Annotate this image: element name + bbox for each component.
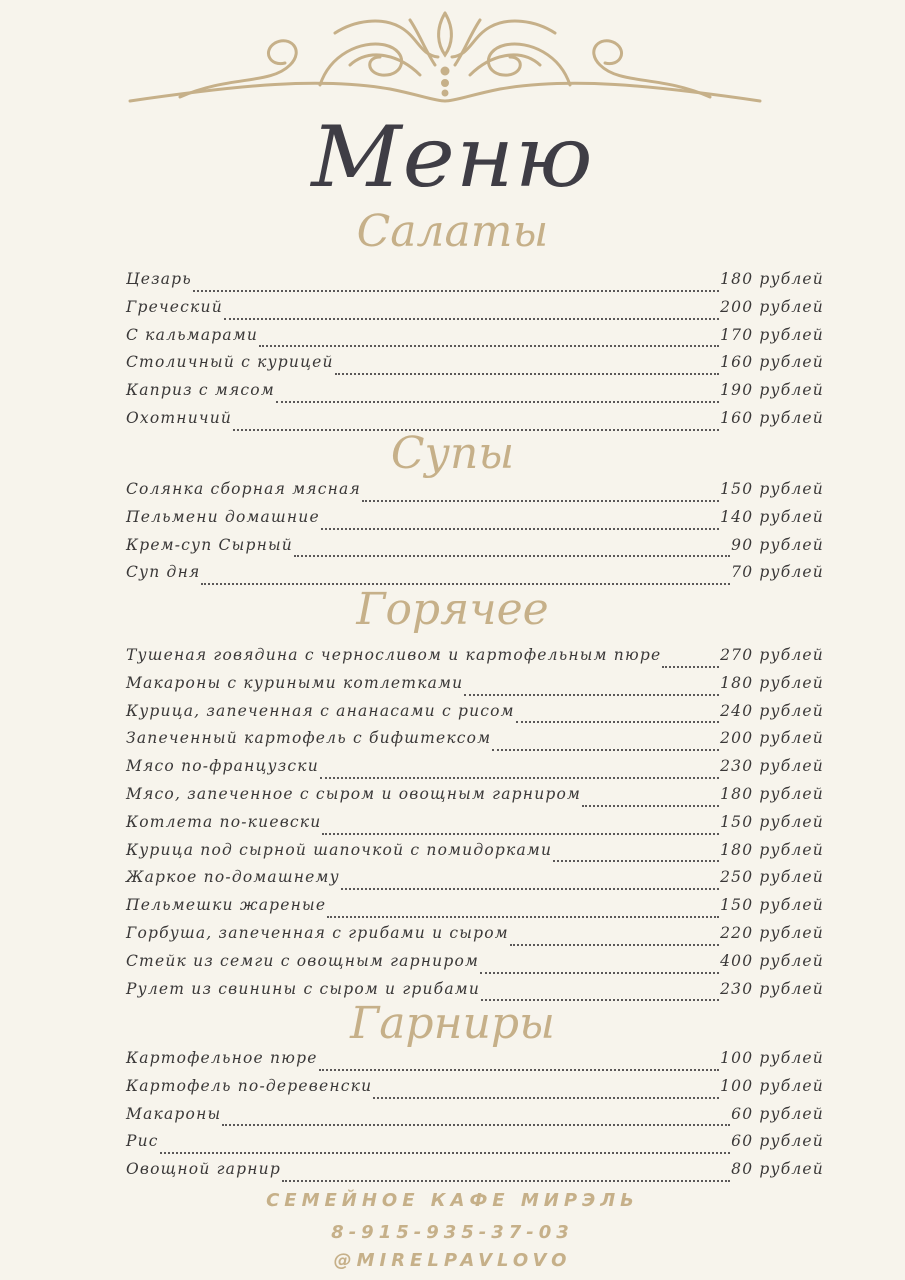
menu-item-price: 90 рублей bbox=[731, 535, 824, 554]
dot-leader bbox=[516, 721, 719, 723]
page-title: Меню bbox=[311, 108, 594, 206]
menu-item bbox=[126, 702, 824, 730]
dot-leader bbox=[224, 318, 719, 320]
menu-item-name: Тушеная говядина с черносливом и картофельным пюре bbox=[126, 646, 662, 664]
menu-item-name: Курица, запеченная с ананасами с рисом bbox=[126, 701, 515, 720]
menu-item bbox=[126, 952, 824, 980]
menu-item-name: Жаркое по-домашнему bbox=[126, 868, 340, 887]
footer-phone: 8-915-935-37-03 bbox=[331, 1222, 574, 1243]
menu-item-price: 230 рублей bbox=[720, 757, 824, 776]
menu-item-name: Греческий bbox=[126, 297, 223, 316]
menu-item-name: Горбуша, запеченная с грибами и сыром bbox=[126, 923, 509, 942]
menu-item-name: Пельмени домашние bbox=[126, 507, 320, 526]
menu-item-price: 180 рублей bbox=[720, 270, 824, 288]
dot-leader bbox=[373, 1097, 719, 1099]
menu-item-name: Рис bbox=[126, 1132, 159, 1151]
menu-item bbox=[126, 508, 824, 536]
dot-leader bbox=[662, 666, 719, 668]
menu-item-name: Мясо, запеченное с сыром и овощным гарниром bbox=[126, 784, 582, 803]
menu-item-price: 160 рублей bbox=[720, 408, 824, 427]
dot-leader bbox=[327, 916, 719, 918]
menu-item bbox=[126, 1077, 824, 1105]
menu-item-price: 80 рублей bbox=[731, 1160, 824, 1179]
dot-leader bbox=[276, 401, 719, 403]
menu-item-list bbox=[126, 270, 824, 437]
dot-leader bbox=[294, 555, 730, 557]
menu-item-name: Макароны с куриными котлетками bbox=[126, 673, 464, 692]
dot-leader bbox=[282, 1180, 730, 1182]
menu-item-name: Картофельное пюре bbox=[126, 1049, 318, 1067]
menu-item-name: Пельмешки жареные bbox=[126, 896, 327, 915]
dot-leader bbox=[510, 944, 719, 946]
menu-item-list bbox=[126, 646, 824, 1007]
menu-item bbox=[126, 381, 824, 409]
dot-leader bbox=[322, 833, 719, 835]
menu-item bbox=[126, 270, 824, 298]
dot-leader bbox=[320, 777, 719, 779]
section-title: Гарниры bbox=[350, 998, 555, 1049]
menu-item-price: 60 рублей bbox=[731, 1132, 824, 1151]
menu-item-name: Столичный с курицей bbox=[126, 353, 334, 372]
menu-item bbox=[126, 729, 824, 757]
menu-item bbox=[126, 353, 824, 381]
menu-item-name: Стейк из семги с овощным гарниром bbox=[126, 951, 480, 970]
menu-item-list bbox=[126, 480, 824, 591]
menu-item-price: 180 рублей bbox=[720, 784, 824, 803]
menu-item-name: Картофель по-деревенски bbox=[126, 1076, 373, 1095]
menu-item bbox=[126, 924, 824, 952]
dot-leader bbox=[480, 972, 719, 974]
menu-item bbox=[126, 480, 824, 508]
menu-item bbox=[126, 868, 824, 896]
menu-item bbox=[126, 813, 824, 841]
dot-leader bbox=[193, 290, 719, 292]
menu-item-price: 240 рублей bbox=[720, 701, 824, 720]
menu-item bbox=[126, 674, 824, 702]
menu-item-price: 250 рублей bbox=[720, 868, 824, 887]
menu-item-name: С кальмарами bbox=[126, 325, 259, 344]
menu-item-price: 150 рублей bbox=[720, 896, 824, 915]
menu-item-price: 180 рублей bbox=[720, 840, 824, 859]
menu-item-name: Мясо по-французски bbox=[126, 757, 319, 776]
dot-leader bbox=[321, 528, 719, 530]
menu-item-price: 150 рублей bbox=[720, 812, 824, 831]
section-title: Салаты bbox=[356, 206, 549, 257]
menu-item-price: 270 рублей bbox=[720, 646, 824, 664]
dot-leader bbox=[464, 694, 719, 696]
menu-item-price: 100 рублей bbox=[720, 1049, 824, 1067]
section-title: Супы bbox=[390, 428, 515, 479]
menu-item bbox=[126, 536, 824, 564]
menu-item-name: Котлета по-киевски bbox=[126, 812, 322, 831]
dot-leader bbox=[362, 500, 719, 502]
menu-item-name: Крем-суп Сырный bbox=[126, 535, 293, 554]
menu-item bbox=[126, 298, 824, 326]
menu-item-price: 100 рублей bbox=[720, 1076, 824, 1095]
menu-item-name: Солянка сборная мясная bbox=[126, 480, 361, 498]
menu-item bbox=[126, 841, 824, 869]
menu-item-name: Курица под сырной шапочкой с помидорками bbox=[126, 840, 553, 859]
menu-item bbox=[126, 646, 824, 674]
menu-item-price: 200 рублей bbox=[720, 729, 824, 748]
dot-leader bbox=[492, 749, 719, 751]
footer-cafe-name: СЕМЕЙНОЕ КАФЕ МИРЭЛЬ bbox=[266, 1190, 639, 1211]
menu-item-price: 160 рублей bbox=[720, 353, 824, 372]
ornament-flourish-icon bbox=[120, 5, 770, 115]
menu-item bbox=[126, 785, 824, 813]
menu-item bbox=[126, 757, 824, 785]
dot-leader bbox=[160, 1152, 730, 1154]
dot-leader bbox=[553, 860, 719, 862]
menu-item-name: Каприз с мясом bbox=[126, 381, 275, 400]
menu-item-name: Запеченный картофель с бифштексом bbox=[126, 729, 492, 748]
footer-handle: @MIRELPAVLOVO bbox=[333, 1250, 572, 1271]
menu-item-name: Суп дня bbox=[126, 563, 201, 582]
dot-leader bbox=[335, 373, 719, 375]
menu-item-name: Макароны bbox=[126, 1104, 222, 1123]
menu-item-price: 170 рублей bbox=[720, 325, 824, 344]
menu-item-price: 190 рублей bbox=[720, 381, 824, 400]
menu-item bbox=[126, 1132, 824, 1160]
dot-leader bbox=[222, 1124, 730, 1126]
menu-item-price: 180 рублей bbox=[720, 673, 824, 692]
menu-item-price: 230 рублей bbox=[720, 979, 824, 998]
menu-item-name: Цезарь bbox=[126, 270, 192, 288]
menu-item bbox=[126, 326, 824, 354]
menu-item bbox=[126, 1160, 824, 1188]
menu-item-name: Рулет из свинины с сыром и грибами bbox=[126, 979, 481, 998]
menu-item-list bbox=[126, 1049, 824, 1188]
menu-item bbox=[126, 1105, 824, 1133]
menu-item-price: 70 рублей bbox=[731, 563, 824, 582]
dot-leader bbox=[259, 345, 719, 347]
menu-item bbox=[126, 896, 824, 924]
dot-leader bbox=[582, 805, 719, 807]
menu-item-price: 150 рублей bbox=[720, 480, 824, 498]
menu-item-price: 220 рублей bbox=[720, 923, 824, 942]
menu-item-name: Овощной гарнир bbox=[126, 1160, 281, 1179]
menu-item-price: 60 рублей bbox=[731, 1104, 824, 1123]
dot-leader bbox=[341, 888, 719, 890]
section-title: Горячее bbox=[356, 584, 549, 635]
menu-item bbox=[126, 1049, 824, 1077]
dot-leader bbox=[319, 1069, 720, 1071]
menu-item-name: Охотничий bbox=[126, 408, 233, 427]
menu-item-price: 200 рублей bbox=[720, 297, 824, 316]
menu-item-price: 140 рублей bbox=[720, 507, 824, 526]
menu-item-price: 400 рублей bbox=[720, 951, 824, 970]
